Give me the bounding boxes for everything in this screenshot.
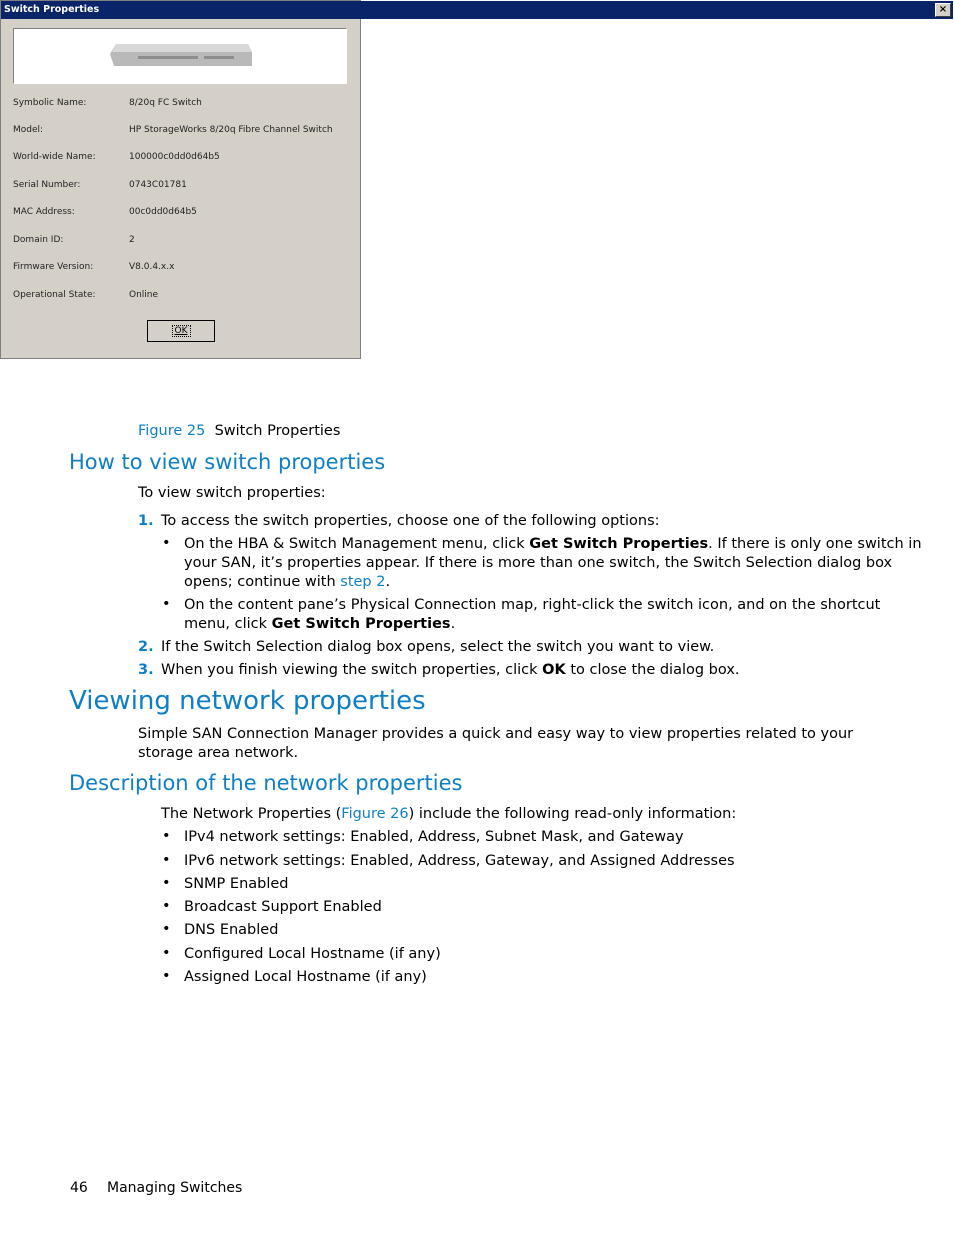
serial-number-value: 0743C01781 bbox=[129, 180, 187, 190]
step3-bold: OK bbox=[542, 662, 566, 678]
domain-id-value: 2 bbox=[129, 235, 135, 245]
operational-state-value: Online bbox=[129, 290, 159, 300]
step3-text bbox=[161, 661, 740, 680]
close-icon[interactable]: × bbox=[935, 3, 951, 17]
symbolic-name-label: Symbolic Name: bbox=[13, 98, 87, 108]
bullet-glyph: • bbox=[162, 596, 171, 612]
switch-device-icon bbox=[108, 42, 254, 68]
section1-intro: To view switch properties: bbox=[138, 485, 326, 501]
section-heading-network: Viewing network properties bbox=[69, 686, 426, 716]
ok-button-label: OK bbox=[174, 326, 188, 336]
step2-link[interactable]: step 2 bbox=[340, 574, 386, 590]
figure-number: Figure 25 bbox=[138, 423, 206, 439]
bullet-glyph: • bbox=[162, 968, 171, 984]
dialog-title: Switch Properties bbox=[4, 4, 100, 15]
footer-section-title: Managing Switches bbox=[107, 1180, 243, 1196]
wwn-label: World-wide Name: bbox=[13, 152, 96, 162]
section3-intro-a: The Network Properties ( bbox=[161, 806, 342, 822]
bullet1-line3 bbox=[184, 573, 390, 592]
list-item: Assigned Local Hostname (if any) bbox=[184, 969, 427, 985]
page-number: 46 bbox=[70, 1180, 88, 1196]
section3-intro-b: ) include the following read-only information: bbox=[408, 806, 737, 822]
list-item: SNMP Enabled bbox=[184, 876, 289, 892]
mac-address-value: 00c0dd0d64b5 bbox=[129, 207, 197, 217]
bullet-glyph: • bbox=[162, 535, 171, 551]
bullet1-line3-text: opens; continue with bbox=[184, 574, 341, 590]
step3-text-a: When you finish viewing the switch properties, click bbox=[161, 662, 543, 678]
dialog-titlebar bbox=[1, 1, 953, 19]
section-heading-view-switch: How to view switch properties bbox=[69, 450, 386, 474]
step3-text-b: to close the dialog box. bbox=[565, 662, 740, 678]
bullet-glyph: • bbox=[162, 898, 171, 914]
mac-address-label: MAC Address: bbox=[13, 207, 75, 217]
firmware-version-label: Firmware Version: bbox=[13, 262, 94, 272]
section2-para-line2: storage area network. bbox=[138, 745, 299, 761]
bullet1-line2: your SAN, it’s properties appear. If there is more than one switch, the Switch Selection dialog box bbox=[184, 555, 893, 571]
bullet1-text-a: On the HBA & Switch Management menu, click bbox=[184, 536, 530, 552]
model-value: HP StorageWorks 8/20q Fibre Channel Switch bbox=[129, 125, 333, 135]
bullet-glyph: • bbox=[162, 828, 171, 844]
list-item: IPv4 network settings: Enabled, Address, Subnet Mask, and Gateway bbox=[184, 829, 684, 845]
firmware-version-value: V8.0.4.x.x bbox=[129, 262, 175, 272]
bullet1-bold: Get Switch Properties bbox=[529, 536, 709, 552]
bullet-glyph: • bbox=[162, 875, 171, 891]
domain-id-label: Domain ID: bbox=[13, 235, 64, 245]
symbolic-name-value: 8/20q FC Switch bbox=[129, 98, 202, 108]
model-label: Model: bbox=[13, 125, 44, 135]
step-number: 3. bbox=[138, 662, 154, 678]
bullet2-line1: On the content pane’s Physical Connection map, right-click the switch icon, and on the shortcut bbox=[184, 597, 881, 613]
bullet2-line2-text: menu, click bbox=[184, 616, 272, 632]
operational-state-label: Operational State: bbox=[13, 290, 96, 300]
bullet-glyph: • bbox=[162, 921, 171, 937]
figure-caption bbox=[138, 423, 340, 439]
bullet2-line2 bbox=[184, 615, 455, 634]
section3-intro bbox=[161, 805, 736, 824]
list-item: DNS Enabled bbox=[184, 922, 279, 938]
ok-button[interactable] bbox=[147, 320, 215, 342]
list-item: Broadcast Support Enabled bbox=[184, 899, 382, 915]
list-item: Configured Local Hostname (if any) bbox=[184, 946, 441, 962]
step1-text: To access the switch properties, choose one of the following options: bbox=[161, 513, 660, 529]
figure26-link[interactable]: Figure 26 bbox=[341, 806, 409, 822]
bullet1-line1 bbox=[184, 535, 922, 554]
step-number: 1. bbox=[138, 513, 154, 529]
bullet2-bold: Get Switch Properties bbox=[271, 616, 451, 632]
list-item: IPv6 network settings: Enabled, Address, Gateway, and Assigned Addresses bbox=[184, 853, 735, 869]
bullet2-line2-end: . bbox=[450, 616, 456, 632]
figure-title: Switch Properties bbox=[214, 423, 341, 439]
switch-properties-dialog bbox=[0, 0, 948, 359]
section-heading-description: Description of the network properties bbox=[69, 771, 463, 795]
bullet1-line3-end: . bbox=[385, 574, 391, 590]
serial-number-label: Serial Number: bbox=[13, 180, 81, 190]
bullet-glyph: • bbox=[162, 852, 171, 868]
switch-image-panel bbox=[13, 28, 347, 84]
step2-text: If the Switch Selection dialog box opens, select the switch you want to view. bbox=[161, 639, 715, 655]
step-number: 2. bbox=[138, 639, 154, 655]
section2-para-line1: Simple SAN Connection Manager provides a quick and easy way to view properties related to your bbox=[138, 726, 854, 742]
bullet1-text-b: . If there is only one switch in bbox=[708, 536, 922, 552]
bullet-glyph: • bbox=[162, 945, 171, 961]
wwn-value: 100000c0dd0d64b5 bbox=[129, 152, 220, 162]
